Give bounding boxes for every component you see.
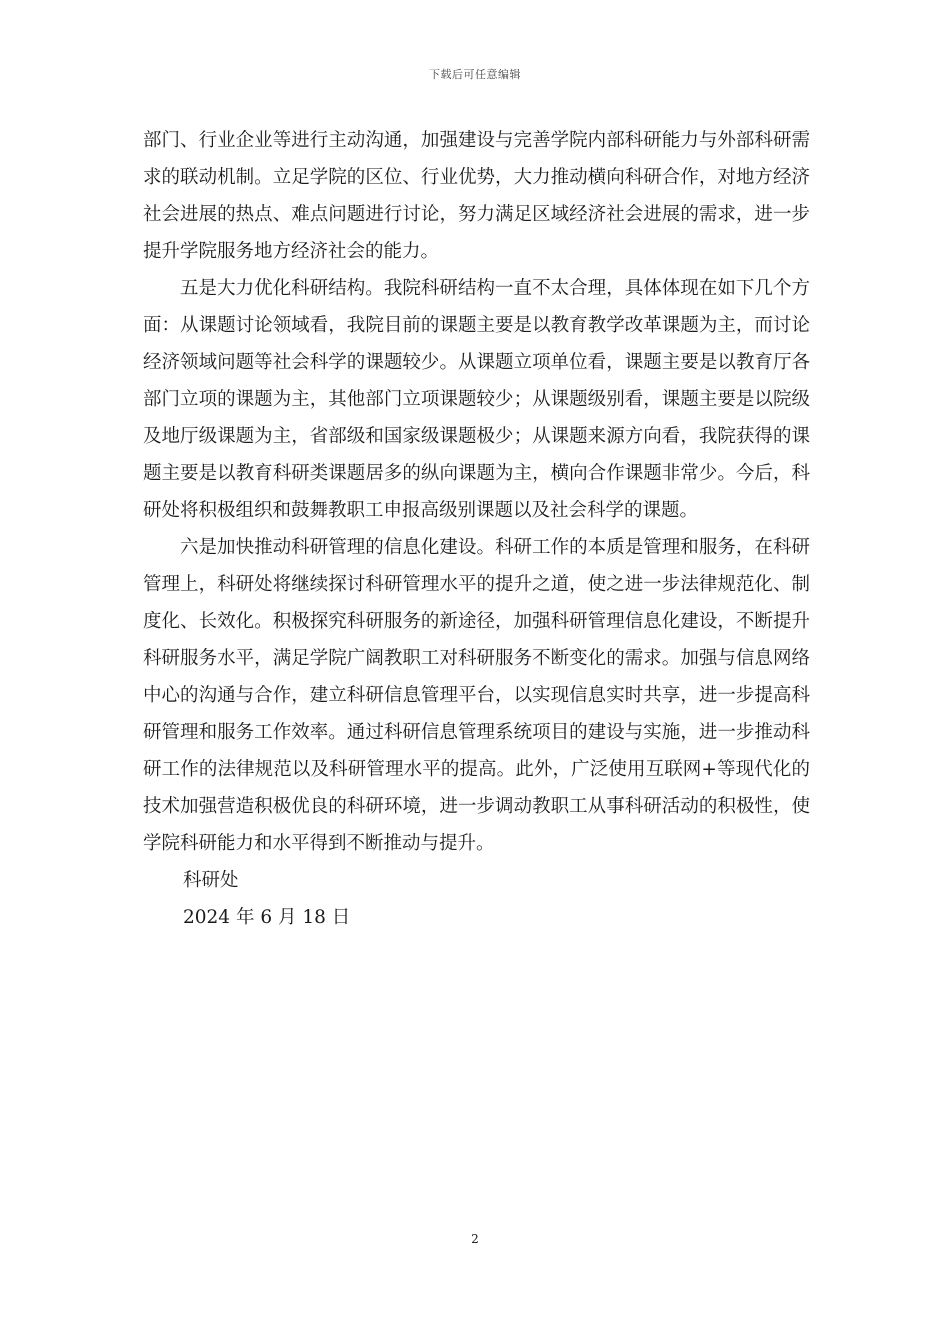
document-body	[143, 122, 810, 936]
signature-date: 2024 年 6 月 18 日	[183, 907, 351, 928]
page-header-note: 下载后可任意编辑	[429, 68, 521, 81]
paragraph-continued: 部门、行业企业等进行主动沟通，加强建设与完善学院内部科研能力与外部科研需求的联动机制。立足学院的区位、行业优势，大力推动横向科研合作，对地方经济社会进展的热点、难点问题进行讨论，努力满足区域经济社会进展的需求，进一步提升学院服务地方经济社会的能力。	[143, 130, 810, 262]
paragraph-item-five: 五是大力优化科研结构。我院科研结构一直不太合理，具体体现在如下几个方面：从课题讨论领域看，我院目前的课题主要是以教育教学改革课题为主，而讨论经济领域问题等社会科学的课题较少。从课题立项单位看，课题主要是以教育厅各部门立项的课题为主，其他部门立项课题较少；从课题级别看，课题主要是以院级及地厅级课题为主，省部级和国家级课题极少；从课题来源方向看，我院获得的课题主要是以教育科研类课题居多的纵向课题为主，横向合作课题非常少。今后，科研处将积极组织和鼓舞教职工申报高级别课题以及社会科学的课题。	[143, 278, 810, 521]
paragraph-item-six: 六是加快推动科研管理的信息化建设。科研工作的本质是管理和服务，在科研管理上，科研处将继续探讨科研管理水平的提升之道，使之进一步法律规范化、制度化、长效化。积极探究科研服务的新途径，加强科研管理信息化建设，不断提升科研服务水平，满足学院广阔教职工对科研服务不断变化的需求。加强与信息网络中心的沟通与合作，建立科研信息管理平台，以实现信息实时共享，进一步提高科研管理和服务工作效率。通过科研信息管理系统项目的建设与实施，进一步推动科研工作的法律规范以及科研管理水平的提高。此外，广泛使用互联网+等现代化的技术加强营造积极优良的科研环境，进一步调动教职工从事科研活动的积极性，使学院科研能力和水平得到不断推动与提升。	[143, 537, 810, 854]
page-number: 2	[471, 1232, 479, 1246]
signature-department: 科研处	[183, 870, 239, 891]
